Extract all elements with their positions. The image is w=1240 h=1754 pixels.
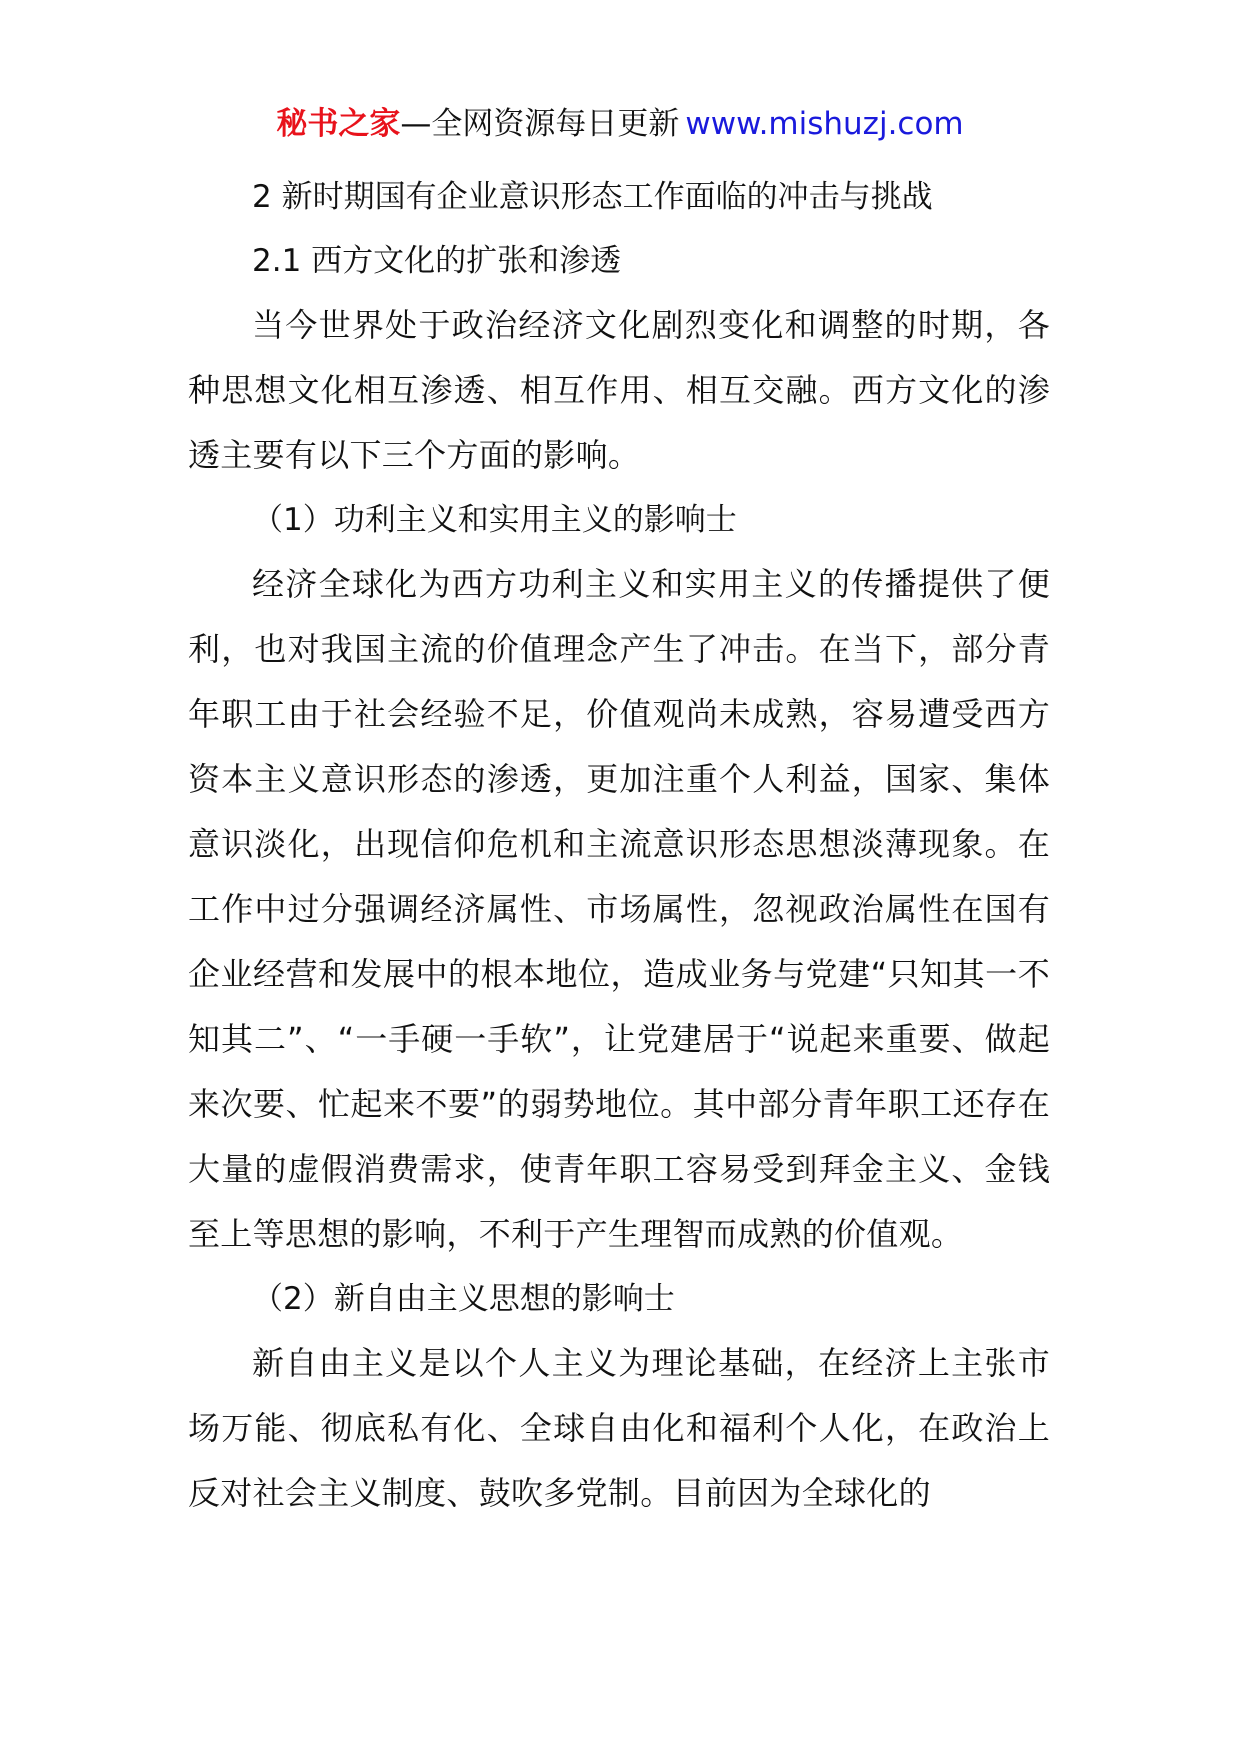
subheading-utilitarianism: （1）功利主义和实用主义的影响士: [252, 502, 737, 538]
page-header: [0, 100, 1240, 148]
document-body: [188, 165, 1050, 1526]
subheading-neoliberalism: （2）新自由主义思想的影响士: [252, 1281, 675, 1317]
section-heading-2-1: 2.1 西方文化的扩张和渗透: [252, 243, 622, 279]
section-heading-2: 2 新时期国有企业意识形态工作面临的冲击与挑战: [252, 179, 933, 215]
paragraph-intro: 当今世界处于政治经济文化剧烈变化和调整的时期，各种思想文化相互渗透、相互作用、相互交融。西方文化的渗透主要有以下三个方面的影响。: [188, 306, 1050, 474]
site-url-link[interactable]: www.mishuzj.com: [685, 106, 964, 142]
header-slogan: —全网资源每日更新: [400, 106, 680, 142]
paragraph-neoliberalism: 新自由主义是以个人主义为理论基础，在经济上主张市场万能、彻底私有化、全球自由化和福利个人化，在政治上反对社会主义制度、鼓吹多党制。目前因为全球化的: [188, 1344, 1050, 1512]
paragraph-utilitarianism: 经济全球化为西方功利主义和实用主义的传播提供了便利，也对我国主流的价值理念产生了冲击。在当下，部分青年职工由于社会经验不足，价值观尚未成熟，容易遭受西方资本主义意识形态的渗透，更加注重个人利益，国家、集体意识淡化，出现信仰危机和主流意识形态思想淡薄现象。在工作中过分强调经济属性、市场属性，忽视政治属性在国有企业经营和发展中的根本地位，造成业务与党建“只知其一不知其二”、“一手硬一手软”，让党建居于“说起来重要、做起来次要、忙起来不要”的弱势地位。其中部分青年职工还存在大量的虚假消费需求，使青年职工容易受到拜金主义、金钱至上等思想的影响，不利于产生理智而成熟的价值观。: [188, 565, 1050, 1253]
brand-name: 秘书之家: [276, 106, 401, 142]
